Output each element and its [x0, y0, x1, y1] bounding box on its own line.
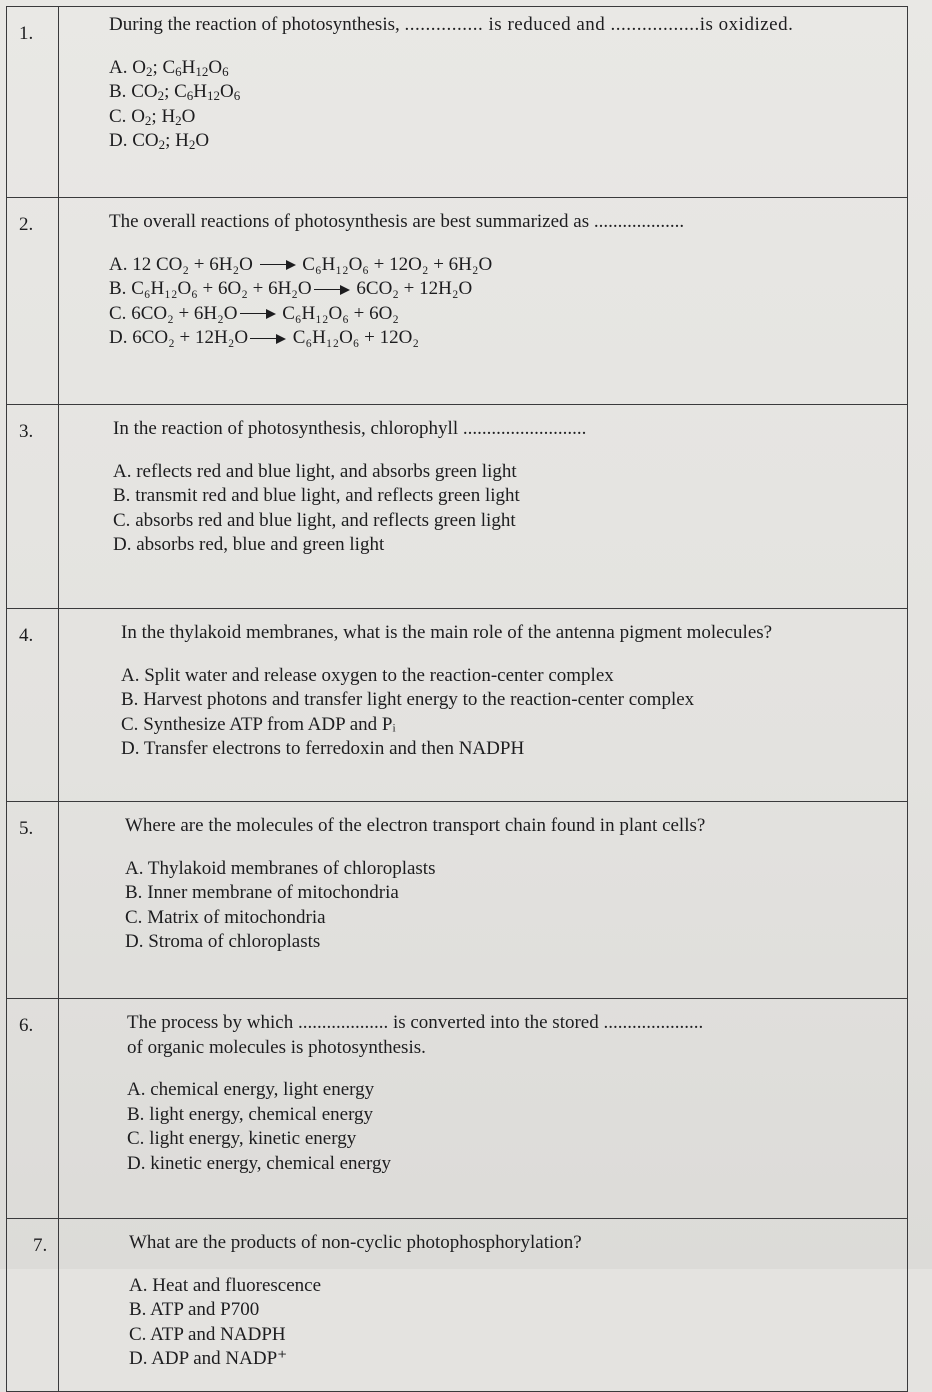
question-table: [6, 6, 908, 1392]
answer-option-d[interactable]: D. $CO_2$; $H_2O$: [109, 130, 210, 152]
question-text: In the reaction of photosynthesis, chlorophyll ..........................: [113, 418, 587, 439]
question-row-6: [7, 999, 908, 1219]
question-text: During the reaction of photosynthesis, ............... is reduced and .................is oxidized.: [109, 14, 794, 35]
question-number: 7.: [7, 1219, 59, 1392]
answer-option-d[interactable]: D. absorbs red, blue and green light: [113, 534, 385, 555]
answer-option-a[interactable]: A. Thylakoid membranes of chloroplasts: [125, 857, 436, 879]
reaction-arrow-icon: [250, 334, 286, 344]
answer-option-a[interactable]: A. chemical energy, light energy: [127, 1079, 375, 1100]
answer-option-c[interactable]: C. Matrix of mitochondria: [125, 906, 326, 928]
question-number: 1.: [7, 7, 59, 198]
answer-option-c[interactable]: C. 6CO₂ + 6H₂O C₆H₁₂O₆ + 6O₂: [109, 302, 399, 324]
answer-option-c[interactable]: C. absorbs red and blue light, and reflects green light: [113, 509, 516, 531]
answer-option-d[interactable]: D. ADP and NADP⁺: [129, 1348, 288, 1369]
question-row-7: [7, 1219, 908, 1392]
answer-option-b[interactable]: B. Inner membrane of mitochondria: [125, 882, 399, 903]
question-text: The overall reactions of photosynthesis are best summarized as ...................: [109, 211, 685, 232]
answer-option-a[interactable]: A. Heat and fluorescence: [129, 1274, 322, 1296]
reaction-arrow-icon: [314, 285, 350, 295]
question-row-1: [7, 7, 908, 198]
question-cell: [59, 609, 908, 802]
question-number: 6.: [7, 999, 59, 1219]
answer-option-b[interactable]: B. Harvest photons and transfer light energy to the reaction-center complex: [121, 689, 695, 710]
question-number: 3.: [7, 405, 59, 609]
answer-option-a[interactable]: A. Split water and release oxygen to the reaction-center complex: [121, 664, 614, 686]
answer-option-b[interactable]: B. C₆H₁₂O₆ + 6O₂ + 6H₂O 6CO₂ + 12H₂O: [109, 278, 473, 299]
question-row-2: [7, 198, 908, 405]
answer-option-a[interactable]: A. 12 CO₂ + 6H₂O C₆H₁₂O₆ + 12O₂ + 6H₂O: [109, 253, 493, 275]
question-row-4: [7, 609, 908, 802]
question-cell: [59, 198, 908, 405]
answer-option-c[interactable]: C. ATP and NADPH: [129, 1323, 286, 1345]
question-number: 5.: [7, 802, 59, 999]
question-cell: [59, 7, 908, 198]
answer-option-c[interactable]: C. light energy, kinetic energy: [127, 1128, 357, 1149]
answer-option-d[interactable]: D. kinetic energy, chemical energy: [127, 1152, 391, 1174]
answer-option-b[interactable]: B. $CO_2$; $C_6H_{12}O_6$: [109, 81, 241, 103]
question-text: The process by which ................... is converted into the stored ..................... of organic molecules is photosynthesis.: [127, 1012, 704, 1058]
answer-option-b[interactable]: B. light energy, chemical energy: [127, 1103, 374, 1125]
reaction-arrow-icon: [260, 260, 296, 270]
question-number: 2.: [7, 198, 59, 405]
answer-option-a[interactable]: A. reflects red and blue light, and absorbs green light: [113, 460, 517, 482]
reaction-arrow-icon: [240, 309, 276, 319]
answer-option-d[interactable]: D. Stroma of chloroplasts: [125, 931, 321, 952]
answer-option-d[interactable]: D. 6CO₂ + 12H₂O C₆H₁₂O₆ + 12O₂: [109, 327, 419, 348]
question-row-3: [7, 405, 908, 609]
question-cell: [59, 999, 908, 1219]
question-text: In the thylakoid membranes, what is the main role of the antenna pigment molecules?: [121, 622, 773, 643]
question-text: Where are the molecules of the electron transport chain found in plant cells?: [125, 815, 706, 836]
answer-option-c[interactable]: C. Synthesize ATP from ADP and Pᵢ: [121, 713, 396, 735]
question-row-5: [7, 802, 908, 999]
question-cell: [59, 802, 908, 999]
answer-option-c[interactable]: C. $O_2$; $H_2O$: [109, 105, 196, 128]
answer-option-d[interactable]: D. Transfer electrons to ferredoxin and then NADPH: [121, 738, 525, 759]
question-cell: [59, 405, 908, 609]
question-number: 4.: [7, 609, 59, 802]
question-cell: [59, 1219, 908, 1392]
answer-option-b[interactable]: B. transmit red and blue light, and reflects green light: [113, 485, 520, 506]
answer-option-b[interactable]: B. ATP and P700: [129, 1299, 260, 1320]
answer-option-a[interactable]: A. $O_2$; $C_6H_{12}O_6$: [109, 56, 229, 79]
question-text: What are the products of non-cyclic photophosphorylation?: [129, 1232, 582, 1253]
